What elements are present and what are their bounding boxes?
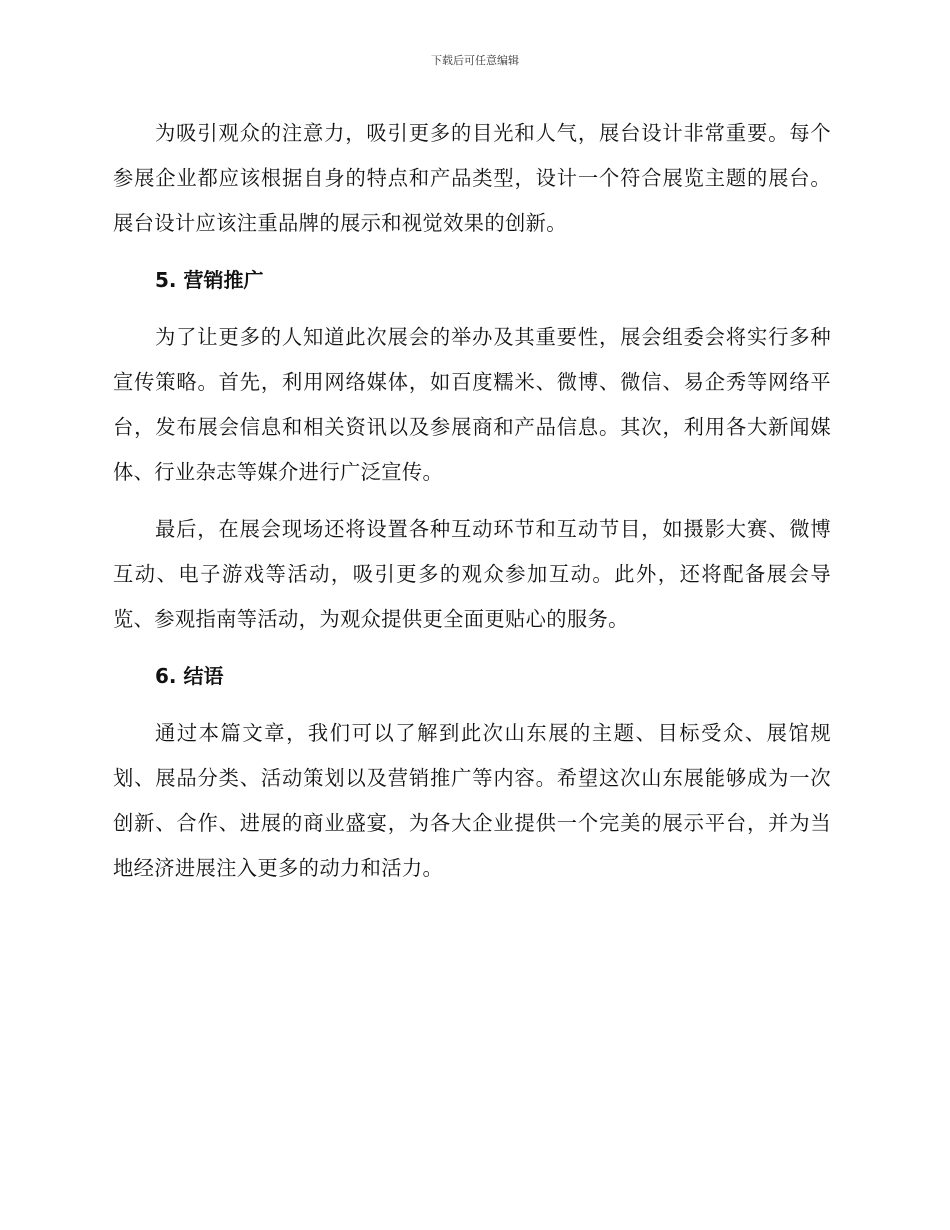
section-6-paragraph-1: 通过本篇文章，我们可以了解到此次山东展的主题、目标受众、展馆规划、展品分类、活动策划以及营销推广等内容。希望这次山东展能够成为一次创新、合作、进展的商业盛宴，为各大企业提供一个完美的展示平台，并为当地经济进展注入更多的动力和活力。 [113, 721, 831, 880]
intro-paragraph: 为吸引观众的注意力，吸引更多的目光和人气，展台设计非常重要。每个参展企业都应该根据自身的特点和产品类型，设计一个符合展览主题的展台。展台设计应该注重品牌的展示和视觉效果的创新。 [113, 121, 831, 235]
document-body [113, 111, 831, 891]
section-5-heading: 5. 营销推广 [155, 268, 264, 292]
page-header-note: 下载后可任意编辑 [431, 54, 519, 67]
section-6-heading: 6. 结语 [155, 664, 224, 688]
section-5-paragraph-1: 为了让更多的人知道此次展会的举办及其重要性，展会组委会将实行多种宣传策略。首先，利用网络媒体，如百度糯米、微博、微信、易企秀等网络平台，发布展会信息和相关资讯以及参展商和产品信息。其次，利用各大新闻媒体、行业杂志等媒介进行广泛宣传。 [113, 325, 831, 484]
section-5-paragraph-2: 最后，在展会现场还将设置各种互动环节和互动节目，如摄影大赛、微博互动、电子游戏等活动，吸引更多的观众参加互动。此外，还将配备展会导览、参观指南等活动，为观众提供更全面更贴心的服务。 [113, 517, 831, 631]
